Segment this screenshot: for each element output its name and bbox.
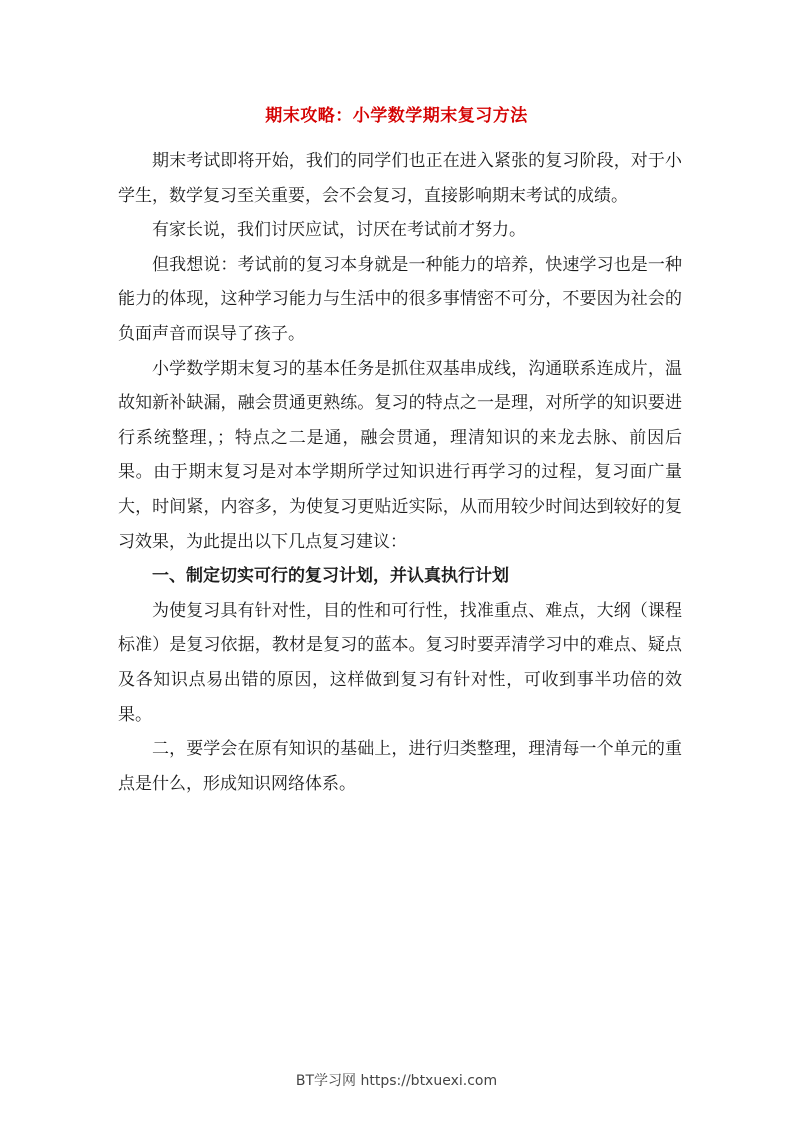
document-body [118,144,682,801]
paragraph-opinion: 但我想说：考试前的复习本身就是一种能力的培养，快速学习也是一种能力的体现，这种学习能力与生活中的很多事情密不可分，不要因为社会的负面声音而误导了孩子。 [118,254,682,344]
paragraph-parents: 有家长说，我们讨厌应试，讨厌在考试前才努力。 [152,220,526,241]
paragraph-task: 小学数学期末复习的基本任务是抓住双基串成线，沟通联系连成片，温故知新补缺漏，融会贯通更熟练。复习的特点之一是理，对所学的知识要进行系统整理，；特点之二是通，融会贯通，理清知识的来龙去脉、前因后果。由于期末复习是对本学期所学过知识进行再学习的过程，复习面广量大，时间紧，内容多，为使复习更贴近实际，从而用较少时间达到较好的复习效果，为此提出以下几点复习建议： [118,358,682,552]
paragraph-intro: 期末考试即将开始，我们的同学们也正在进入紧张的复习阶段，对于小学生，数学复习至关重要，会不会复习，直接影响期末考试的成绩。 [118,151,682,206]
document-title: 期末攻略：小学数学期末复习方法 [265,106,528,126]
page-footer: BT学习网 https://btxuexi.com [295,1073,498,1089]
paragraph-section-2: 二，要学会在原有知识的基础上，进行归类整理，理清每一个单元的重点是什么，形成知识网络体系。 [118,739,682,794]
section-heading-1: 一、制定切实可行的复习计划，并认真执行计划 [152,566,509,587]
paragraph-plan: 为使复习具有针对性，目的性和可行性，找准重点、难点，大纲（课程标准）是复习依据，教材是复习的蓝本。复习时要弄清学习中的难点、疑点及各知识点易出错的原因，这样做到复习有针对性，可收到事半功倍的效果。 [118,600,682,725]
